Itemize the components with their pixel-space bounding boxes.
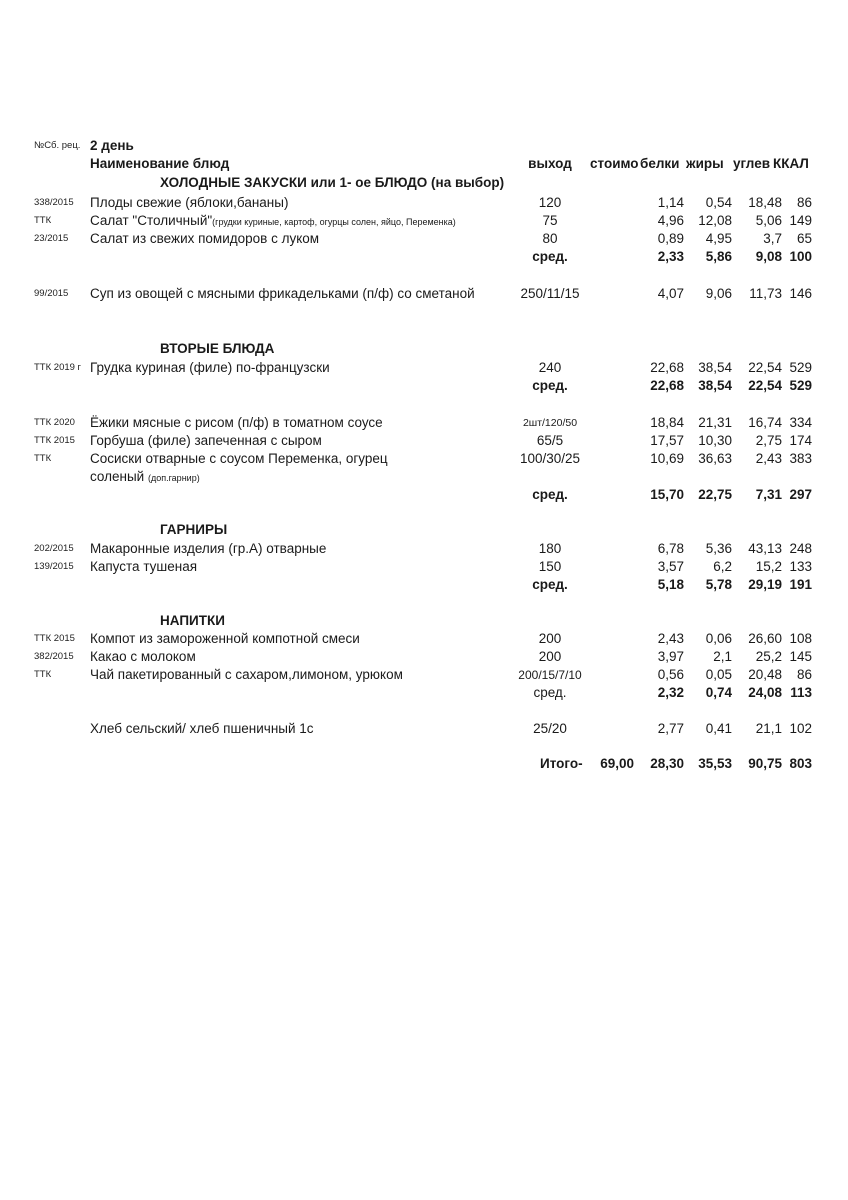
kcal: 102: [789, 721, 812, 736]
fat: 35,53: [698, 756, 732, 771]
recipe-code: 23/2015: [34, 233, 69, 244]
carbs: 2,43: [755, 451, 782, 466]
fat: 2,1: [713, 649, 732, 664]
carbs: 24,08: [748, 685, 782, 700]
average-row: [0, 377, 848, 395]
fat: 36,63: [698, 451, 732, 466]
section-drinks: [0, 612, 848, 630]
recipe-code: ТТК: [34, 669, 52, 680]
average-row: [0, 684, 848, 702]
kcal: 133: [789, 559, 812, 574]
average-label: сред.: [532, 378, 568, 393]
portion: 2шт/120/50: [522, 417, 578, 429]
dish-name-cont: соленый: [90, 469, 145, 484]
table-row: [0, 558, 848, 576]
kcal: 100: [789, 249, 812, 264]
protein: 4,96: [657, 213, 684, 228]
fat: 10,30: [698, 433, 732, 448]
dish-note: (доп.гарнир): [147, 473, 200, 483]
protein: 2,32: [657, 685, 684, 700]
average-label: сред.: [532, 249, 568, 264]
kcal: 86: [796, 667, 812, 682]
kcal: 297: [789, 487, 812, 502]
dish-name: Макаронные изделия (гр.А) отварные: [90, 541, 327, 556]
kcal: 803: [789, 756, 812, 771]
protein: 3,57: [657, 559, 684, 574]
carbs: 18,48: [748, 195, 782, 210]
table-row: [0, 648, 848, 666]
recipe-code: 382/2015: [34, 651, 74, 662]
carbs: 22,54: [748, 360, 782, 375]
average-label: сред.: [532, 487, 568, 502]
dish-note: (грудки куриные, картоф, огурцы солен, яйцо, Переменка): [212, 217, 456, 227]
out-column-header: выход: [528, 156, 572, 171]
fat: 0,74: [705, 685, 732, 700]
dish-name-main: Салат "Столичный": [90, 213, 213, 228]
section-title: ВТОРЫЕ БЛЮДА: [160, 341, 275, 356]
kcal: 65: [796, 231, 812, 246]
dish-name: Горбуша (филе) запеченная с сыром: [90, 433, 322, 448]
protein: 18,84: [650, 415, 684, 430]
kcal: 191: [789, 577, 812, 592]
carbs: 20,48: [748, 667, 782, 682]
kcal: 529: [789, 360, 812, 375]
table-row: [0, 414, 848, 432]
carbs: 43,13: [748, 541, 782, 556]
section-title: ХОЛОДНЫЕ ЗАКУСКИ или 1- ое БЛЮДО (на выбор): [160, 175, 505, 190]
table-row: [0, 720, 848, 738]
portion: 75: [542, 213, 558, 228]
dish-name: Сосиски отварные с соусом Переменка, огурец: [90, 451, 388, 466]
fat-column-header: жиры: [686, 156, 724, 171]
protein: 0,56: [657, 667, 684, 682]
protein: 5,18: [657, 577, 684, 592]
portion: 250/11/15: [520, 286, 580, 301]
fat: 5,86: [705, 249, 732, 264]
kcal: 529: [789, 378, 812, 393]
portion: 200/15/7/10: [518, 668, 582, 682]
table-row: [0, 432, 848, 450]
kcal: 145: [789, 649, 812, 664]
protein: 28,30: [650, 756, 684, 771]
name-column-header: Наименование блюд: [90, 156, 230, 171]
fat: 0,06: [705, 631, 732, 646]
table-row: [0, 666, 848, 684]
protein: 0,89: [657, 231, 684, 246]
protein-column-header: белки: [640, 156, 680, 171]
protein: 10,69: [650, 451, 684, 466]
dish-name: Хлеб сельский/ хлеб пшеничный 1с: [90, 721, 314, 736]
portion: 200: [538, 649, 562, 664]
carbs: 21,1: [755, 721, 782, 736]
portion: 120: [538, 195, 562, 210]
day-row: [0, 137, 848, 155]
table-row: [0, 630, 848, 648]
cost-column-header: стоимо: [590, 156, 639, 171]
kcal: 86: [796, 195, 812, 210]
portion: 100/30/25: [519, 451, 581, 466]
section-garnish: [0, 521, 848, 539]
protein: 1,14: [657, 195, 684, 210]
dish-name: Чай пакетированный с сахаром,лимоном, урюком: [90, 667, 403, 682]
portion: 150: [538, 559, 562, 574]
recipe-code: ТТК: [34, 215, 52, 226]
table-row: [0, 450, 848, 468]
table-row: [0, 285, 848, 303]
dish-name: [90, 212, 456, 231]
carbs: 9,08: [755, 249, 782, 264]
dish-name: [90, 468, 200, 487]
column-header-row: [0, 155, 848, 173]
average-row: [0, 248, 848, 266]
fat: 38,54: [698, 378, 732, 393]
total-cost: 69,00: [600, 756, 634, 771]
table-row: [0, 359, 848, 377]
carbs: 5,06: [755, 213, 782, 228]
total-label: Итого-: [540, 756, 583, 771]
kcal-column-header: ККАЛ: [773, 156, 809, 171]
dish-name: Ёжики мясные с рисом (п/ф) в томатном соусе: [90, 415, 383, 430]
carbs: 15,2: [755, 559, 782, 574]
average-row: [0, 486, 848, 504]
recipe-code: ТТК 2015: [34, 633, 75, 644]
carbs: 25,2: [755, 649, 782, 664]
table-row: [0, 230, 848, 248]
recipe-code: 338/2015: [34, 197, 74, 208]
fat: 6,2: [713, 559, 732, 574]
protein: 3,97: [657, 649, 684, 664]
table-row: [0, 212, 848, 230]
fat: 9,06: [705, 286, 732, 301]
section-title: ГАРНИРЫ: [160, 522, 228, 537]
fat: 21,31: [698, 415, 732, 430]
protein: 6,78: [657, 541, 684, 556]
carbs: 3,7: [763, 231, 782, 246]
carbs: 26,60: [748, 631, 782, 646]
portion: 240: [538, 360, 562, 375]
total-row: [0, 755, 848, 773]
recipe-code: 139/2015: [34, 561, 74, 572]
table-row: [0, 540, 848, 558]
protein: 4,07: [657, 286, 684, 301]
average-label: сред.: [532, 577, 568, 592]
dish-name: Какао с молоком: [90, 649, 196, 664]
section-second: [0, 340, 848, 358]
carbs-column-header: углев: [733, 156, 770, 171]
recipe-code: 202/2015: [34, 543, 74, 554]
kcal: 146: [789, 286, 812, 301]
section-title: НАПИТКИ: [160, 613, 225, 628]
portion: 180: [538, 541, 562, 556]
portion: 80: [542, 231, 558, 246]
recipe-code: ТТК: [34, 453, 52, 464]
protein: 22,68: [650, 360, 684, 375]
protein: 2,43: [657, 631, 684, 646]
carbs: 16,74: [748, 415, 782, 430]
carbs: 7,31: [755, 487, 782, 502]
fat: 0,41: [705, 721, 732, 736]
fat: 38,54: [698, 360, 732, 375]
portion: 200: [538, 631, 562, 646]
carbs: 22,54: [748, 378, 782, 393]
fat: 22,75: [698, 487, 732, 502]
dish-name: Грудка куриная (филе) по-французски: [90, 360, 330, 375]
table-row-continuation: [0, 468, 848, 486]
protein: 22,68: [650, 378, 684, 393]
day-title: 2 день: [90, 138, 134, 153]
kcal: 174: [789, 433, 812, 448]
recipe-code: 99/2015: [34, 288, 69, 299]
protein: 17,57: [650, 433, 684, 448]
fat: 12,08: [698, 213, 732, 228]
kcal: 108: [789, 631, 812, 646]
average-label: сред.: [533, 685, 567, 700]
dish-name: Салат из свежих помидоров с луком: [90, 231, 320, 246]
fat: 0,05: [705, 667, 732, 682]
carbs: 11,73: [749, 286, 782, 301]
dish-name: Компот из замороженной компотной смеси: [90, 631, 360, 646]
section-cold: [0, 174, 848, 192]
table-row: [0, 194, 848, 212]
carbs: 29,19: [748, 577, 782, 592]
portion: 65/5: [536, 433, 564, 448]
protein: 2,33: [657, 249, 684, 264]
dish-name: Капуста тушеная: [90, 559, 198, 574]
fat: 5,36: [705, 541, 732, 556]
recipe-code: ТТК 2020: [34, 417, 75, 428]
fat: 4,95: [705, 231, 732, 246]
carbs: 2,75: [755, 433, 782, 448]
fat: 0,54: [705, 195, 732, 210]
fat: 5,78: [705, 577, 732, 592]
recipe-code-label: №Сб. рец.: [34, 140, 81, 151]
dish-name: Суп из овощей с мясными фрикадельками (п/ф) со сметаной: [90, 286, 475, 301]
kcal: 113: [790, 685, 812, 700]
kcal: 334: [789, 415, 812, 430]
carbs: 90,75: [748, 756, 782, 771]
average-row: [0, 576, 848, 594]
protein: 2,77: [657, 721, 684, 736]
dish-name: Плоды свежие (яблоки,бананы): [90, 195, 289, 210]
recipe-code: ТТК 2015: [34, 435, 75, 446]
kcal: 248: [789, 541, 812, 556]
kcal: 149: [789, 213, 812, 228]
kcal: 383: [789, 451, 812, 466]
portion: 25/20: [533, 721, 567, 736]
recipe-code: ТТК 2019 г: [34, 362, 82, 373]
protein: 15,70: [650, 487, 684, 502]
